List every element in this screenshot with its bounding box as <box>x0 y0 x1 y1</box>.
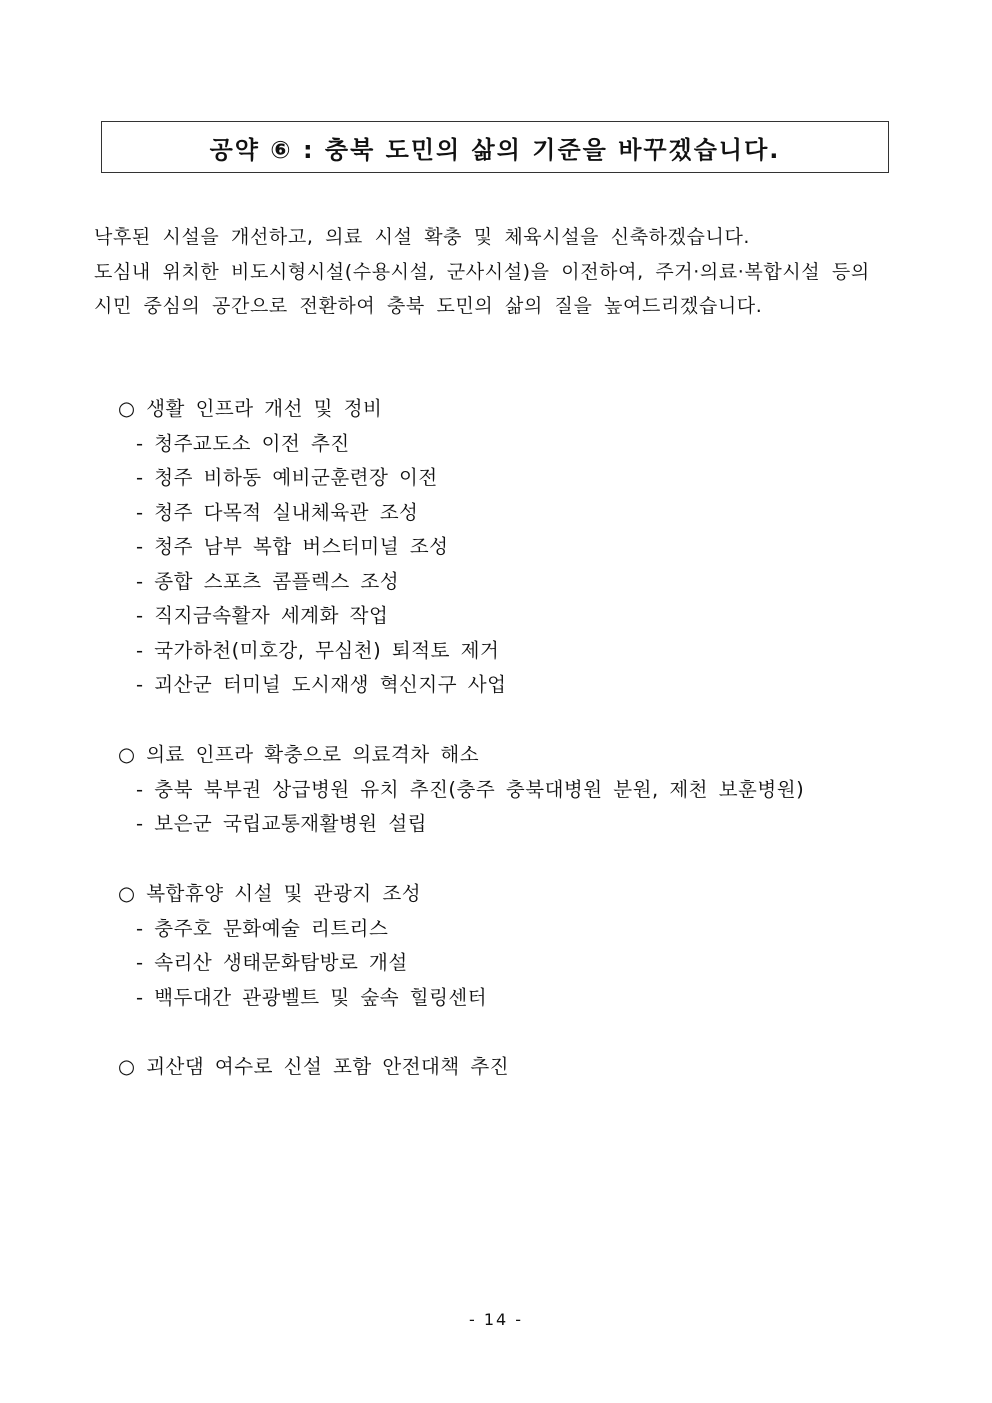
intro-line: 시민 중심의 공간으로 전환하여 충북 도민의 삶의 질을 높여드리겠습니다. <box>94 295 763 317</box>
list-item: - 괴산군 터미널 도시재생 혁신지구 사업 <box>136 673 507 696</box>
list-item: - 직지금속활자 세계화 작업 <box>136 604 389 627</box>
list-item: - 청주 비하동 예비군훈련장 이전 <box>136 466 438 489</box>
list-item: - 청주교도소 이전 추진 <box>136 431 350 455</box>
section-living-infrastructure <box>118 392 878 703</box>
list-item: - 국가하천(미호강, 무심천) 퇴적토 제거 <box>136 638 500 662</box>
list-item: - 속리산 생태문화탐방로 개설 <box>136 951 408 974</box>
intro-line: 낙후된 시설을 개선하고, 의료 시설 확충 및 체육시설을 신축하겠습니다. <box>94 226 751 248</box>
list-item: - 충주호 문화예술 리트리스 <box>136 916 389 940</box>
list-item: - 충북 북부권 상급병원 유치 추진(충주 충북대병원 분원, 제천 보훈병원) <box>136 777 805 801</box>
list-item: - 백두대간 관광벨트 및 숲속 힐링센터 <box>136 985 488 1009</box>
section-title: ○ 복합휴양 시설 및 관광지 조성 <box>118 882 422 905</box>
pledge-title: 공약 ⑥ : 충북 도민의 삶의 기준을 바꾸겠습니다. <box>209 135 781 164</box>
section-items <box>118 912 878 1016</box>
section-title: ○ 괴산댐 여수로 신설 포함 안전대책 추진 <box>118 1055 510 1078</box>
intro-paragraph <box>94 220 904 324</box>
section-dam-safety <box>118 1050 878 1085</box>
list-item: - 청주 다목적 실내체육관 조성 <box>136 500 419 524</box>
list-item: - 보은군 국립교통재활병원 설립 <box>136 812 428 835</box>
page-number: - 14 - <box>468 1310 524 1329</box>
list-item: - 종합 스포츠 콤플렉스 조성 <box>136 569 400 593</box>
section-items <box>118 773 878 842</box>
pledge-title-box <box>101 121 889 173</box>
section-resort-tourism <box>118 877 878 1015</box>
section-title: ○ 의료 인프라 확충으로 의료격차 해소 <box>118 743 480 766</box>
section-items <box>118 427 878 703</box>
list-item: - 청주 남부 복합 버스터미널 조성 <box>136 535 449 558</box>
intro-line: 도심내 위치한 비도시형시설(수용시설, 군사시설)을 이전하여, 주거·의료·복합시설 등의 <box>94 260 870 283</box>
section-medical-infrastructure <box>118 738 878 842</box>
section-title: ○ 생활 인프라 개선 및 정비 <box>118 397 383 420</box>
